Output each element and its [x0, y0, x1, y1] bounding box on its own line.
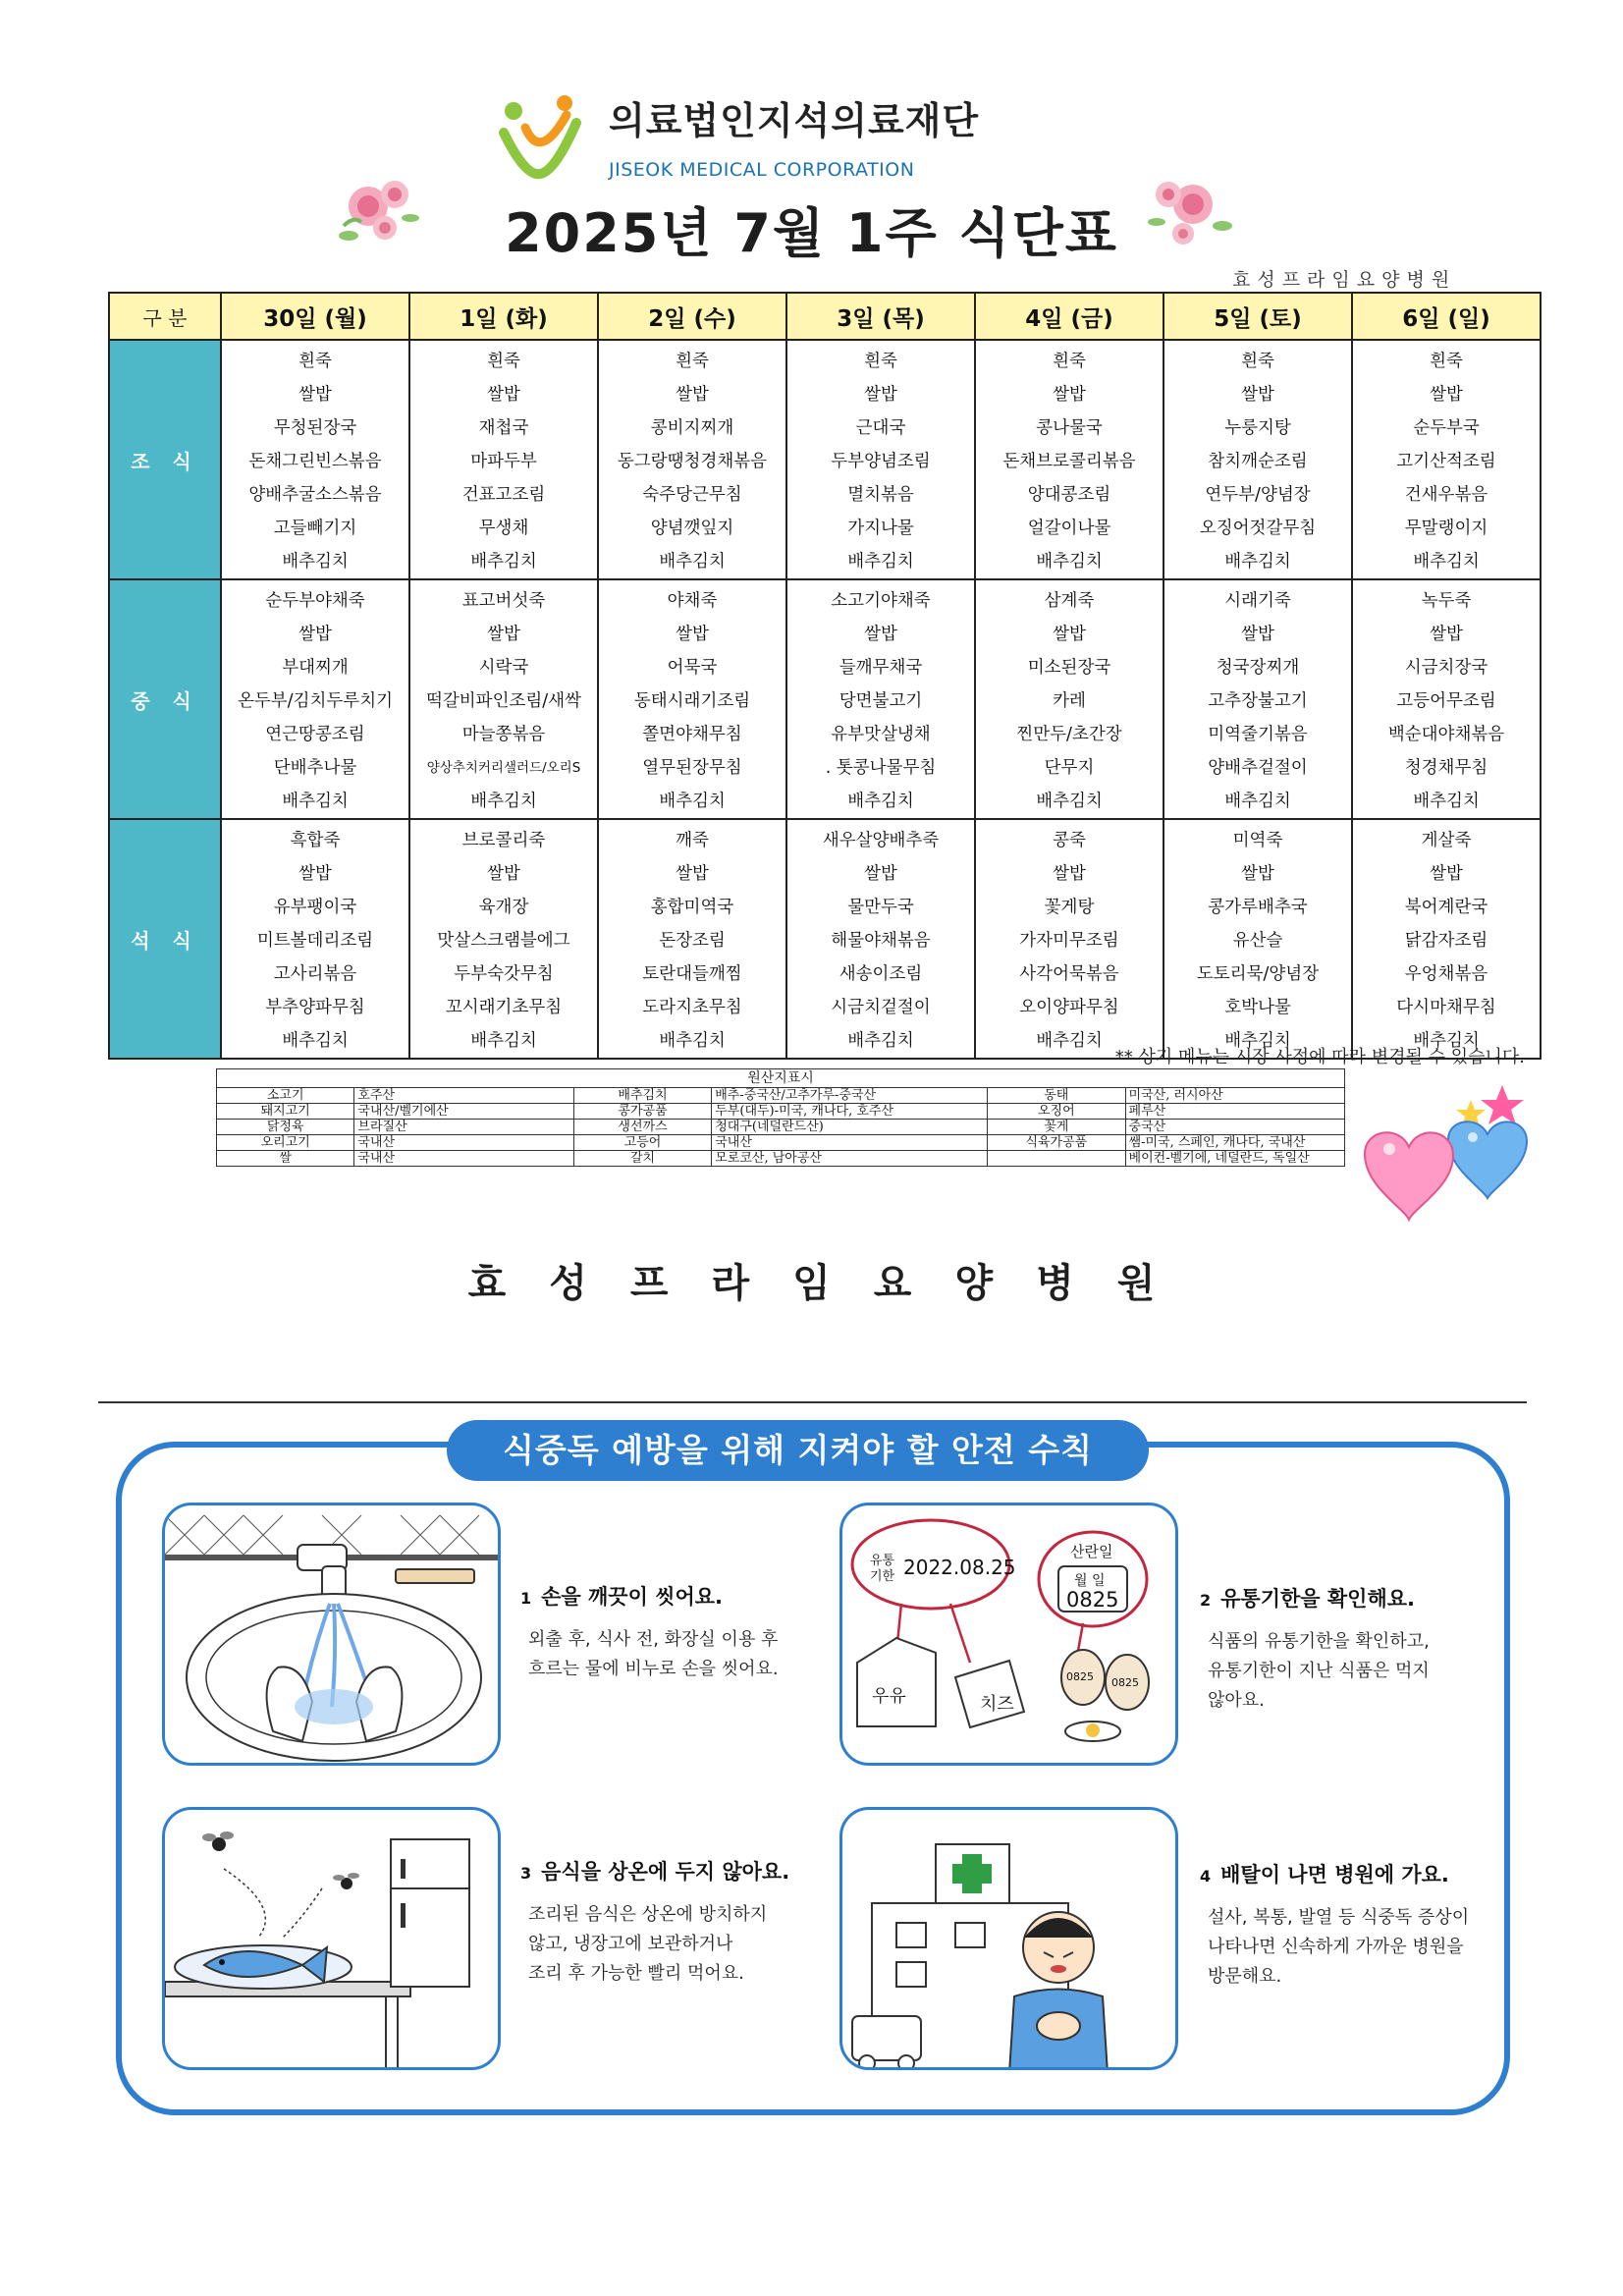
menu-item: 해물야채볶음	[831, 931, 931, 951]
menu-item: 표고버섯죽	[461, 591, 546, 611]
organization-name: 의료법인지석의료재단	[609, 99, 980, 142]
step-3-title	[520, 1856, 789, 1886]
menu-cell	[1163, 579, 1352, 819]
menu-cell	[221, 340, 409, 579]
step-4-number: 4	[1200, 1867, 1212, 1886]
menu-item: 돈장조림	[659, 931, 726, 951]
menu-item: 콩비지찌개	[650, 418, 734, 438]
menu-item: 도라지초무침	[642, 998, 742, 1017]
organization-name-english: JISEOK MEDICAL CORPORATION	[609, 159, 915, 181]
room-temperature-illustration	[162, 1807, 501, 2070]
menu-item: 다시마채무침	[1396, 998, 1496, 1017]
origin-caption: 원산지표시	[217, 1069, 1345, 1088]
origin-row	[217, 1088, 1345, 1104]
menu-item: 돈채그린빈스볶음	[248, 452, 382, 471]
menu-item: 시락국	[478, 658, 529, 678]
day-header: 6일 (일)	[1352, 293, 1541, 340]
menu-item: 쌀밥	[1430, 385, 1463, 405]
menu-item: 두부숙갓무침	[454, 964, 554, 984]
menu-item: 양배추굴소스볶음	[248, 485, 382, 505]
meal-row	[109, 579, 1541, 819]
step-2-line: 않아요.	[1208, 1690, 1265, 1711]
hospital-icon	[842, 1810, 1178, 2070]
menu-cell	[598, 819, 786, 1059]
menu-item: 사각어묵볶음	[1019, 964, 1119, 984]
step-2-title	[1200, 1583, 1415, 1613]
step-3-line: 조리된 음식은 상온에 방치하지	[528, 1904, 768, 1925]
menu-item: 어묵국	[667, 658, 718, 678]
origin-food: 동태	[988, 1088, 1125, 1104]
menu-item: 새송이조림	[839, 964, 923, 984]
menu-item: 마파두부	[470, 452, 537, 471]
hospital-name-footer: 효성프라임요양병원	[467, 1261, 1199, 1306]
menu-item: 유부팽이국	[273, 898, 357, 917]
menu-item: 백순대야채볶음	[1387, 725, 1505, 744]
step-1-title-text: 손을 깨끗이 씻어요.	[541, 1585, 724, 1609]
menu-item: 양배추겉절이	[1208, 758, 1308, 778]
menu-item: 건새우볶음	[1404, 485, 1488, 505]
menu-item: 양상추치커리샐러드/오리S	[426, 760, 581, 776]
menu-item: 무말랭이지	[1404, 519, 1488, 538]
step-1-number: 1	[520, 1589, 532, 1608]
menu-change-note: ** 상기 메뉴는 시장 사정에 따라 변경될 수 있습니다.	[1114, 1047, 1525, 1067]
expiry-check-illustration	[839, 1503, 1178, 1766]
menu-item: 고들빼기지	[273, 519, 357, 538]
step-3-body	[528, 1900, 767, 1989]
menu-item: 연근땅콩조림	[265, 725, 365, 744]
menu-item: 배추김치	[1413, 552, 1480, 572]
day-header: 30일 (월)	[221, 293, 409, 340]
menu-item: 돈채브로콜리볶음	[1002, 452, 1136, 471]
menu-item: 흑합죽	[290, 831, 341, 850]
menu-item: 삼계죽	[1044, 591, 1095, 611]
menu-item: 꽃게탕	[1044, 898, 1095, 917]
meal-row	[109, 340, 1541, 579]
hospital-visit-illustration	[839, 1807, 1178, 2070]
svg-text:0825: 0825	[1066, 1670, 1094, 1683]
menu-item: 배추김치	[1224, 792, 1291, 811]
menu-item: 육개장	[478, 898, 529, 917]
expiry-date-text: 2022.08.25	[903, 1556, 1016, 1579]
menu-item: 배추김치	[659, 552, 726, 572]
menu-item: 유산슬	[1232, 931, 1283, 951]
meal-label: 석 식	[109, 819, 221, 1059]
step-1-line: 외출 후, 식사 전, 화장실 이용 후	[528, 1629, 779, 1650]
menu-item: 깨죽	[676, 831, 709, 850]
menu-item: 떡갈비파인조림/새싹	[425, 691, 582, 711]
origin-food: 갈치	[573, 1151, 711, 1167]
menu-cell	[409, 340, 598, 579]
step-4-title-text: 배탈이 나면 병원에 가요.	[1220, 1863, 1449, 1886]
menu-item: 고사리볶음	[273, 964, 357, 984]
expiry-label-icon	[842, 1505, 1178, 1766]
hospital-name: 효성프라임요양병원	[1232, 269, 1457, 291]
meal-row	[109, 819, 1541, 1059]
step-2-line: 유통기한이 지난 식품은 먹지	[1208, 1661, 1430, 1681]
menu-item: 카레	[1053, 691, 1086, 711]
origin-row	[217, 1151, 1345, 1167]
menu-item: 가지나물	[847, 519, 914, 538]
menu-header-row	[109, 293, 1541, 340]
menu-item: 들깨무채국	[839, 658, 923, 678]
step-4-line: 설사, 복통, 발열 등 식중독 증상이	[1208, 1907, 1470, 1928]
menu-item: 배추김치	[282, 1031, 349, 1051]
menu-item: 게살죽	[1421, 831, 1472, 850]
menu-cell	[786, 819, 975, 1059]
menu-item: 흰죽	[864, 352, 897, 371]
menu-item: 흰죽	[1430, 352, 1463, 371]
day-header: 4일 (금)	[975, 293, 1163, 340]
menu-item: 참치깨순조림	[1208, 452, 1308, 471]
menu-item: 단배추나물	[273, 758, 357, 778]
menu-item: 쌀밥	[487, 864, 520, 884]
menu-item: 도토리묵/양념장	[1196, 964, 1320, 984]
menu-item: 흰죽	[298, 352, 332, 371]
menu-item: 쌀밥	[864, 864, 897, 884]
origin-country: 두부(대두)-미국, 캐나다, 호주산	[712, 1104, 988, 1120]
origin-country: 국내산	[712, 1135, 988, 1151]
menu-cell	[409, 579, 598, 819]
menu-item: 쌀밥	[487, 625, 520, 644]
menu-item: 쌀밥	[676, 864, 709, 884]
step-3-number: 3	[520, 1864, 532, 1883]
menu-item: 배추김치	[1224, 552, 1291, 572]
fish-fly-icon	[165, 1810, 501, 2070]
menu-item: 멸치볶음	[847, 485, 914, 505]
step-3-line: 조리 후 가능한 빨리 먹어요.	[528, 1963, 744, 1984]
menu-item: 배추김치	[282, 552, 349, 572]
menu-cell	[221, 819, 409, 1059]
menu-cell	[1352, 819, 1541, 1059]
day-header: 5일 (토)	[1163, 293, 1352, 340]
origin-country: 국내산	[354, 1151, 573, 1167]
menu-cell	[221, 579, 409, 819]
origin-country: 배추-중국산/고추가루-중국산	[712, 1088, 988, 1104]
menu-item: 콩죽	[1053, 831, 1086, 850]
handwashing-icon	[165, 1505, 501, 1766]
step-2-body	[1208, 1627, 1430, 1716]
menu-item: 건표고조림	[461, 485, 546, 505]
menu-item: 배추김치	[1413, 792, 1480, 811]
menu-item: 콩가루배추국	[1208, 898, 1308, 917]
menu-item: 북어계란국	[1404, 898, 1488, 917]
menu-item: 양대콩조림	[1027, 485, 1111, 505]
menu-item: 열무된장무침	[642, 758, 742, 778]
step-2-title-text: 유통기한을 확인해요.	[1220, 1587, 1416, 1611]
menu-item: 가자미무조림	[1019, 931, 1119, 951]
menu-item: 배추김치	[1036, 1031, 1103, 1051]
origin-food	[988, 1151, 1125, 1167]
origin-food: 소고기	[217, 1088, 354, 1104]
step-4-line: 방문해요.	[1208, 1966, 1282, 1987]
menu-item: 쌀밥	[298, 385, 332, 405]
menu-item: 닭감자조림	[1404, 931, 1488, 951]
menu-item: 단무지	[1044, 758, 1095, 778]
menu-item: 시래기죽	[1224, 591, 1291, 611]
menu-item: 부대찌개	[282, 658, 349, 678]
origin-country: 모로코산, 남아공산	[712, 1151, 988, 1167]
menu-item: 맛살스크램블에그	[437, 931, 570, 951]
menu-item: 무청된장국	[273, 418, 357, 438]
menu-item: 야채죽	[667, 591, 718, 611]
month-day-label: 월 일	[1074, 1573, 1106, 1589]
step-1-title	[520, 1581, 723, 1611]
menu-item: 고등어무조림	[1396, 691, 1496, 711]
menu-cell	[1163, 340, 1352, 579]
menu-item: 배추김치	[1224, 1031, 1291, 1051]
menu-cell	[975, 579, 1163, 819]
meal-label: 조 식	[109, 340, 221, 579]
menu-item: 콩나물국	[1036, 418, 1103, 438]
menu-item: 배추김치	[470, 552, 537, 572]
origin-country: 쌤-미국, 스페인, 캐나다, 국내산	[1125, 1135, 1344, 1151]
section-divider	[98, 1401, 1527, 1403]
step-4-body	[1208, 1903, 1469, 1992]
menu-item: 청국장찌개	[1216, 658, 1300, 678]
menu-item: 쌀밥	[864, 385, 897, 405]
menu-item: 배추김치	[847, 792, 914, 811]
menu-item: 쌀밥	[1053, 385, 1086, 405]
menu-item: 청경채무침	[1404, 758, 1488, 778]
step-2-line: 식품의 유통기한을 확인하고,	[1208, 1631, 1430, 1652]
page-title: 2025년 7월 1주 식단표	[505, 202, 1118, 264]
menu-item: 재첩국	[478, 418, 529, 438]
menu-item: 흰죽	[487, 352, 520, 371]
menu-item: 무생채	[478, 519, 529, 538]
menu-item: 유부맛살냉채	[831, 725, 931, 744]
origin-row	[217, 1104, 1345, 1120]
menu-item: 소고기야채죽	[831, 591, 931, 611]
day-header: 3일 (목)	[786, 293, 975, 340]
lay-date-label: 산란일	[1070, 1543, 1113, 1560]
origin-food: 생선까스	[573, 1120, 711, 1135]
hearts-decoration-icon	[1355, 1080, 1532, 1228]
menu-item: . 톳콩나물무침	[825, 758, 937, 778]
menu-item: 누룽지탕	[1224, 418, 1291, 438]
menu-item: 녹두죽	[1421, 591, 1472, 611]
menu-item: 배추김치	[1036, 792, 1103, 811]
step-3-line: 않고, 냉장고에 보관하거나	[528, 1934, 733, 1954]
origin-country: 국내산/벨기에산	[354, 1104, 573, 1120]
origin-country: 브라질산	[354, 1120, 573, 1135]
origin-food: 꽃게	[988, 1120, 1125, 1135]
menu-item: 쌀밥	[1241, 385, 1274, 405]
food-safety-title: 식중독 예방을 위해 지켜야 할 안전 수칙	[447, 1420, 1149, 1481]
menu-item: 쌀밥	[1430, 625, 1463, 644]
menu-item: 미소된장국	[1027, 658, 1111, 678]
menu-item: 새우살양배추죽	[822, 831, 940, 850]
menu-item: 동그랑땡청경채볶음	[617, 452, 768, 471]
menu-item: 오징어젓갈무침	[1199, 519, 1317, 538]
origin-country: 미국산, 러시아산	[1125, 1088, 1344, 1104]
step-1-body	[528, 1625, 779, 1684]
svg-text:0825: 0825	[1111, 1676, 1139, 1689]
menu-item: 호박나물	[1224, 998, 1291, 1017]
menu-item: 배추김치	[659, 792, 726, 811]
menu-item: 쌀밥	[1430, 864, 1463, 884]
menu-item: 당면불고기	[839, 691, 923, 711]
handwashing-illustration	[162, 1503, 501, 1766]
menu-item: 고기산적조림	[1396, 452, 1496, 471]
menu-item: 연두부/양념장	[1205, 485, 1311, 505]
milk-label: 우유	[872, 1686, 906, 1707]
origin-row	[217, 1135, 1345, 1151]
step-4-line: 나타나면 신속하게 가까운 병원을	[1208, 1937, 1464, 1957]
menu-item: 고추장불고기	[1208, 691, 1308, 711]
menu-item: 흰죽	[676, 352, 709, 371]
menu-item: 근대국	[855, 418, 906, 438]
menu-item: 쌀밥	[298, 864, 332, 884]
origin-table	[216, 1068, 1345, 1167]
menu-item: 브로콜리죽	[461, 831, 546, 850]
menu-item: 양념깻잎지	[650, 519, 734, 538]
menu-cell	[975, 819, 1163, 1059]
origin-country: 호주산	[354, 1088, 573, 1104]
menu-item: 쌀밥	[298, 625, 332, 644]
day-header: 2일 (수)	[598, 293, 786, 340]
origin-food: 식육가공품	[988, 1135, 1125, 1151]
egg-code-text: 0825	[1066, 1588, 1119, 1612]
menu-item: 쌀밥	[1053, 864, 1086, 884]
origin-food: 돼지고기	[217, 1104, 354, 1120]
menu-item: 미역줄기볶음	[1208, 725, 1308, 744]
origin-food: 오리고기	[217, 1135, 354, 1151]
origin-country: 페루산	[1125, 1104, 1344, 1120]
menu-item: 배추김치	[470, 792, 537, 811]
menu-cell	[1352, 340, 1541, 579]
menu-item: 배추김치	[282, 792, 349, 811]
expiry-label-text: 유통	[870, 1554, 895, 1568]
menu-item: 배추김치	[847, 1031, 914, 1051]
menu-item: 순두부국	[1413, 418, 1480, 438]
menu-item: 숙주당근무침	[642, 485, 742, 505]
menu-item: 마늘쫑볶음	[461, 725, 546, 744]
weekly-menu-table	[108, 292, 1542, 1060]
step-4-title	[1200, 1859, 1449, 1888]
meal-label: 중 식	[109, 579, 221, 819]
menu-item: 시금치장국	[1404, 658, 1488, 678]
menu-item: 쫄면야채무침	[642, 725, 742, 744]
menu-item: 흰죽	[1241, 352, 1274, 371]
origin-food: 닭정육	[217, 1120, 354, 1135]
origin-country: 중국산	[1125, 1120, 1344, 1135]
menu-item: 쌀밥	[487, 385, 520, 405]
menu-item: 꼬시래기초무침	[445, 998, 563, 1017]
menu-item: 쌀밥	[864, 625, 897, 644]
menu-item: 부추양파무침	[265, 998, 365, 1017]
menu-item: 동태시래기조림	[633, 691, 751, 711]
menu-item: 얼갈이나물	[1027, 519, 1111, 538]
menu-cell	[786, 579, 975, 819]
origin-country: 베이컨-벨기에, 네덜란드, 독일산	[1125, 1151, 1344, 1167]
origin-row	[217, 1120, 1345, 1135]
origin-food: 콩가공품	[573, 1104, 711, 1120]
menu-item: 배추김치	[847, 552, 914, 572]
menu-item: 쌀밥	[1241, 625, 1274, 644]
menu-item: 배추김치	[1036, 552, 1103, 572]
menu-item: 토란대들깨찜	[642, 964, 742, 984]
menu-item: 쌀밥	[676, 385, 709, 405]
menu-item: 배추김치	[659, 1031, 726, 1051]
menu-cell	[409, 819, 598, 1059]
origin-food: 오징어	[988, 1104, 1125, 1120]
svg-text:기한: 기한	[870, 1569, 895, 1584]
menu-item: 순두부야채죽	[265, 591, 365, 611]
menu-item: 흰죽	[1053, 352, 1086, 371]
menu-item: 미트볼데리조림	[256, 931, 374, 951]
menu-item: 우엉채볶음	[1404, 964, 1488, 984]
menu-item: 쌀밥	[1053, 625, 1086, 644]
step-1-line: 흐르는 물에 비누로 손을 씻어요.	[528, 1659, 779, 1679]
day-header: 1일 (화)	[409, 293, 598, 340]
menu-item: 물만두국	[847, 898, 914, 917]
origin-country: 국내산	[354, 1135, 573, 1151]
foundation-logo-icon	[496, 93, 584, 182]
origin-food: 배추김치	[573, 1088, 711, 1104]
menu-item: 배추김치	[470, 1031, 537, 1051]
menu-item: 온두부/김치두루치기	[237, 691, 394, 711]
menu-item: 시금치겉절이	[831, 998, 931, 1017]
menu-item: 쌀밥	[676, 625, 709, 644]
step-3-title-text: 음식을 상온에 두지 않아요.	[541, 1860, 790, 1884]
menu-cell	[1163, 819, 1352, 1059]
menu-cell	[598, 579, 786, 819]
menu-cell	[786, 340, 975, 579]
menu-cell	[598, 340, 786, 579]
menu-cell	[1352, 579, 1541, 819]
menu-item: 배추김치	[1413, 1031, 1480, 1051]
menu-item: 미역죽	[1232, 831, 1283, 850]
menu-item: 찐만두/초간장	[1016, 725, 1122, 744]
origin-food: 고등어	[573, 1135, 711, 1151]
step-2-number: 2	[1200, 1591, 1212, 1610]
origin-food: 쌀	[217, 1151, 354, 1167]
menu-cell	[975, 340, 1163, 579]
corner-label: 구 분	[109, 293, 221, 340]
origin-country: 청대구(네덜란드산)	[712, 1120, 988, 1135]
menu-item: 홍합미역국	[650, 898, 734, 917]
menu-item: 쌀밥	[1241, 864, 1274, 884]
menu-item: 두부양념조림	[831, 452, 931, 471]
menu-item: 오이양파무침	[1019, 998, 1119, 1017]
cheese-label: 치즈	[980, 1694, 1014, 1715]
